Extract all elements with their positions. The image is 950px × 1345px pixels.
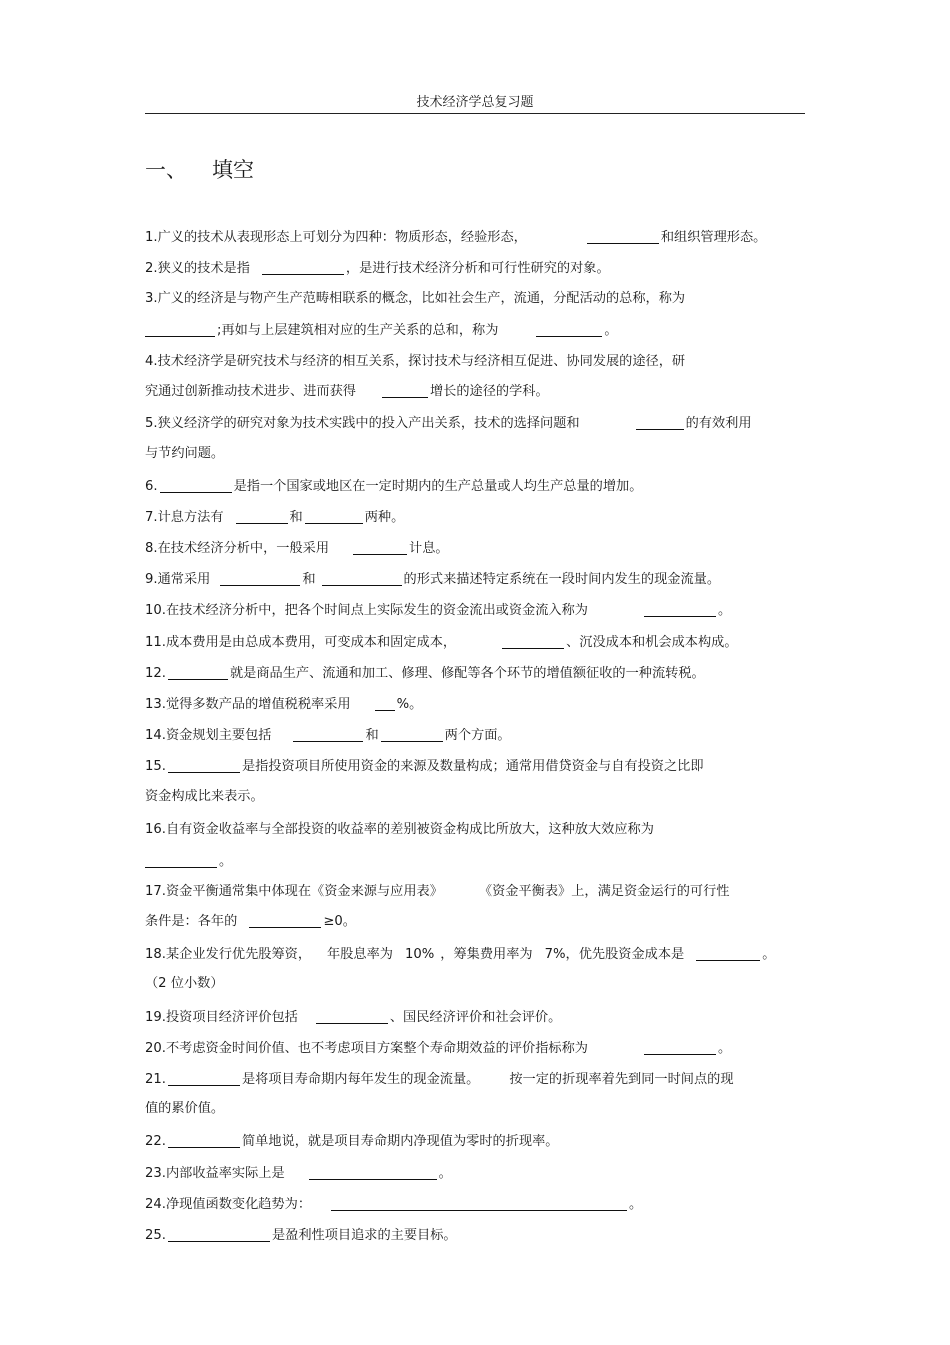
question-text: 。 [717, 603, 732, 618]
answer-blank[interactable] [587, 229, 659, 244]
question-23 [145, 1159, 825, 1189]
page-header [145, 93, 805, 114]
question-15-line-2 [145, 782, 825, 812]
question-text: 、国民经济评价和社会评价。 [389, 1010, 562, 1025]
question-20 [145, 1034, 825, 1064]
answer-blank[interactable] [220, 571, 300, 586]
section-title: 填空 [212, 158, 254, 182]
answer-blank[interactable] [502, 634, 564, 649]
question-text: 3.广义的经济是与物产生产范畴相联系的概念，比如社会生产，流通，分配活动的总称，称为 [145, 291, 686, 306]
header-title: 技术经济学总复习题 [416, 95, 534, 110]
question-text: %。 [396, 697, 423, 712]
question-text: 5.狭义经济学的研究对象为技术实践中的投入产出关系，技术的选择问题和 [145, 416, 580, 431]
question-9 [145, 565, 825, 595]
question-21-line-1 [145, 1065, 825, 1095]
question-text: 和 [365, 728, 379, 743]
answer-blank[interactable] [536, 322, 602, 337]
answer-blank[interactable] [236, 509, 288, 524]
answer-blank[interactable] [168, 758, 240, 773]
question-text: 年股息率为 [327, 947, 393, 962]
question-text: 值的累价值。 [145, 1101, 225, 1116]
question-22 [145, 1127, 825, 1157]
question-text: 是将项目寿命期内每年发生的现金流量。 [241, 1072, 480, 1087]
question-text: 是盈利性项目追求的主要目标。 [271, 1228, 457, 1243]
question-text: 4.技术经济学是研究技术与经济的相互关系，探讨技术与经济相互促进、协同发展的途径，研 [145, 354, 686, 369]
question-text: ;再如与上层建筑相对应的生产关系的总和，称为 [217, 323, 499, 338]
answer-blank[interactable] [168, 1071, 240, 1086]
question-24 [145, 1190, 825, 1220]
question-text: 15. [145, 759, 166, 774]
question-21-line-2 [145, 1094, 825, 1124]
question-text: 的有效利用 [685, 416, 752, 431]
answer-blank[interactable] [381, 727, 443, 742]
question-text: 两种。 [364, 510, 405, 525]
question-14 [145, 721, 825, 751]
question-11 [145, 628, 825, 658]
question-17-line-1 [145, 877, 825, 907]
question-text: 计息。 [409, 541, 449, 556]
question-text: 19.投资项目经济评价包括 [145, 1010, 298, 1025]
question-13 [145, 690, 825, 720]
answer-blank[interactable] [636, 415, 684, 430]
question-text: 17.资金平衡通常集中体现在《资金来源与应用表》 [145, 884, 443, 899]
question-3-line-2 [145, 316, 825, 346]
answer-blank[interactable] [322, 571, 402, 586]
section-heading [145, 155, 254, 185]
question-text: 10.在技术经济分析中，把各个时间点上实际发生的资金流出或资金流入称为 [145, 603, 588, 618]
question-5-line-2 [145, 439, 825, 469]
question-text: 12. [145, 666, 166, 681]
answer-blank[interactable] [160, 478, 232, 493]
question-text: 就是商品生产、流通和加工、修理、修配等各个环节的增值额征收的一种流转税。 [229, 666, 705, 681]
question-text: 是指投资项目所使用资金的来源及数量构成；通常用借贷资金与自有投资之比即 [241, 759, 704, 774]
question-text: 两个方面。 [444, 728, 511, 743]
answer-blank[interactable] [696, 946, 760, 961]
question-text: 21. [145, 1072, 166, 1087]
answer-blank[interactable] [145, 853, 217, 868]
section-number: 一、 [145, 158, 187, 182]
question-text: 。 [717, 1041, 732, 1056]
question-text: 13.觉得多数产品的增值税税率采用 [145, 697, 351, 712]
question-text: 8.在技术经济分析中，一般采用 [145, 541, 330, 556]
question-text: 和 [302, 572, 316, 587]
question-1 [145, 223, 825, 253]
question-7 [145, 503, 825, 533]
question-12 [145, 659, 825, 689]
question-18-line-2 [145, 969, 825, 999]
question-text: 的形式来描述特定系统在一段时间内发生的现金流量。 [403, 572, 721, 587]
question-text: 14.资金规划主要包括 [145, 728, 272, 743]
question-text: 按一定的折现率着先到同一时间点的现 [509, 1072, 734, 1087]
question-text: 7.计息方法有 [145, 510, 224, 525]
question-4-line-2 [145, 377, 825, 407]
answer-blank[interactable] [309, 1165, 437, 1180]
question-8 [145, 534, 825, 564]
question-text: 18.某企业发行优先股筹资， [145, 947, 312, 962]
question-text: 是指一个国家或地区在一定时期内的生产总量或人均生产总量的增加。 [233, 479, 643, 494]
question-2 [145, 254, 825, 284]
question-16-line-1 [145, 815, 825, 845]
question-text: 与节约问题。 [145, 446, 225, 461]
answer-blank[interactable] [382, 383, 428, 398]
answer-blank[interactable] [168, 665, 228, 680]
question-text: 6. [145, 479, 158, 494]
question-text: 24.净现值函数变化趋势为： [145, 1197, 312, 1212]
answer-blank[interactable] [644, 1040, 716, 1055]
question-18-line-1 [145, 940, 825, 970]
question-text: 2.狭义的技术是指 [145, 261, 250, 276]
question-text: 《资金平衡表》上，满足资金运行的可行性 [478, 884, 730, 899]
question-text: 1.广义的技术从表现形态上可划分为四种：物质形态，经验形态， [145, 230, 527, 245]
question-text: 20.不考虑资金时间价值、也不考虑项目方案整个寿命期效益的评价指标称为 [145, 1041, 588, 1056]
question-text: 、沉没成本和机会成本构成。 [566, 635, 738, 650]
question-text: 25. [145, 1228, 166, 1243]
answer-blank[interactable] [331, 1196, 627, 1211]
answer-blank[interactable] [375, 696, 395, 711]
question-10 [145, 596, 825, 626]
answer-blank[interactable] [249, 913, 321, 928]
question-text: 和 [289, 510, 303, 525]
answer-blank[interactable] [305, 509, 363, 524]
question-text: 22. [145, 1134, 166, 1149]
question-19 [145, 1003, 825, 1033]
question-text: 。 [438, 1166, 452, 1181]
answer-blank[interactable] [644, 602, 716, 617]
question-text: 资金构成比来表示。 [145, 789, 264, 804]
question-5-line-1 [145, 409, 825, 439]
answer-blank[interactable] [168, 1133, 240, 1148]
answer-blank[interactable] [353, 540, 407, 555]
answer-blank[interactable] [262, 260, 344, 275]
question-text: 9.通常采用 [145, 572, 211, 587]
question-text: ，是进行技术经济分析和可行性研究的对象。 [345, 261, 610, 276]
question-25 [145, 1221, 825, 1251]
question-text: 和组织管理形态。 [660, 230, 767, 245]
answer-blank[interactable] [145, 322, 215, 337]
question-15-line-1 [145, 752, 825, 782]
question-text: 23.内部收益率实际上是 [145, 1166, 285, 1181]
question-text: 。 [604, 323, 618, 338]
question-text: ，筹集费用率为 [440, 947, 533, 962]
question-text: 16.自有资金收益率与全部投资的收益率的差别被资金构成比所放大，这种放大效应称为 [145, 822, 654, 837]
question-text: （2 位小数） [145, 976, 224, 991]
question-16-line-2 [145, 847, 825, 877]
question-text: 。 [219, 854, 233, 869]
question-text: 7%，优先股资金成本是 [544, 947, 685, 962]
question-text: 简单地说，就是项目寿命期内净现值为零时的折现率。 [241, 1134, 559, 1149]
question-4-line-1 [145, 347, 825, 377]
question-text: 。 [762, 947, 776, 962]
answer-blank[interactable] [316, 1009, 388, 1024]
question-text: 。 [629, 1197, 643, 1212]
question-17-line-2 [145, 907, 825, 937]
question-text: ≥0。 [323, 914, 356, 929]
question-text: 10% [404, 947, 435, 962]
answer-blank[interactable] [168, 1227, 270, 1242]
question-text: 究通过创新推动技术进步、进而获得 [145, 384, 356, 399]
question-text: 条件是：各年的 [145, 914, 238, 929]
question-6 [145, 472, 825, 502]
question-text: 增长的途径的学科。 [430, 384, 549, 399]
answer-blank[interactable] [293, 727, 363, 742]
question-3-line-1 [145, 284, 825, 314]
question-text: 11.成本费用是由总成本费用，可变成本和固定成本， [145, 635, 457, 650]
